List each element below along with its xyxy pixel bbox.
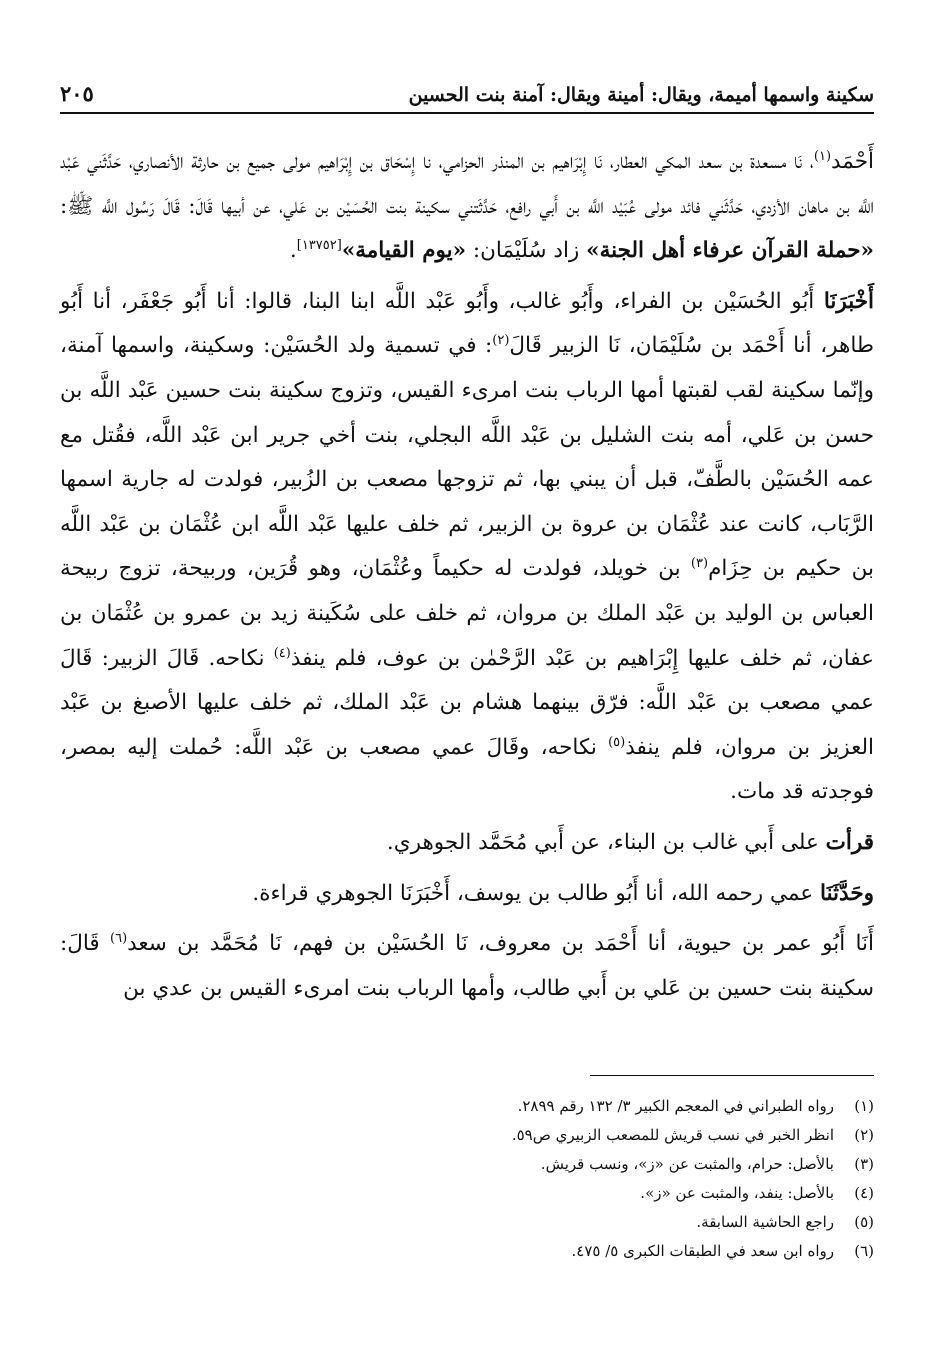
footnote-marker: (٤) xyxy=(273,645,291,661)
running-head: سكينة واسمها أميمة، ويقال: أمينة ويقال: آمنة بنت الحسين xyxy=(408,84,874,106)
footnote-number: (٥) xyxy=(854,1213,874,1231)
footnote-text: بالأصل: حرام، والمثبت عن «ز»، ونسب قريش. xyxy=(540,1155,834,1173)
footnote-text: بالأصل: ينفد، والمثبت عن «ز». xyxy=(640,1184,834,1202)
text-run: أَبُو الحُسَيْن بن الفراء، وأَبُو غالب، وأَبُو عَبْد اللَّه ابنا البنا، قالوا: أنا أَبُو جَعْفَر، أنا أَبُو طاهر، أنا أَحْمَد بن سُلَيْمَان، نَا الزبير قَالَ xyxy=(60,288,874,359)
text-run: أَنَا أَبُو عمر بن حيوية، أنا أَحْمَد بن معروف، نَا الحُسَيْن بن فهم، نَا مُحَمَّد بن سعد xyxy=(127,931,874,957)
footnote-number: (٦) xyxy=(854,1242,874,1260)
footnote xyxy=(60,1150,874,1179)
text-run: على أَبي غالب بن البناء، عن أَبي مُحَمَّد الجوهري. xyxy=(386,829,826,855)
footnote-text: راجع الحاشية السابقة. xyxy=(696,1213,834,1231)
footnote xyxy=(60,1121,874,1150)
paragraph xyxy=(60,922,874,1011)
footnote xyxy=(60,1092,874,1121)
footnote xyxy=(60,1208,874,1237)
text-run: : في تسمية ولد الحُسَيْن: وسكينة، واسمها آمنة، وإنّما سكينة لقب لقبتها أمها الرباب بنت امرىء القيس، وتزوج سكينة بنت حسين عَبْد اللَّه بن حسن بن عَلي، أمه بنت الشليل بن عَبْد اللَّه البجلي، بنت أخي جرير ابن عَبْد اللَّه، فقُتل مع عمه الحُسَيْن بالطَّفّ، قبل أن يبني بها، ثم تزوجها مصعب بن الزُبير، فولدت له جارية اسمها الرَّبَاب، كانت عند عُثْمَان بن عروة بن الزبير، ثم خلف عليها عَبْد اللَّه ابن عُثْمَان بن عَبْد اللَّه بن حكيم بن حِزَام xyxy=(60,333,874,582)
main-text xyxy=(60,140,874,1017)
text-run: ، نَا مسعدة بن سعد المكي العطار، نَا إِبْرَاهيم بن المنذر الحزامي، نا إِسْحَاق بن إِبْرَاهيم مولى جميع بن حارثة الأنصاري، حَدَّثَني عَبْد اللَّه بن ماهان الأزدي، حَدَّثَني فائد مولى عُبَيْد اللَّه بن أَبي رافع، حَدَّثَتني سكينة بنت الحُسَيْن بن عَلي، عن أبيها قَالَ: قَالَ رَسُول اللَّه ﷺ: xyxy=(60,149,874,219)
text-run: نكاحه. قَالَ الزبير: قَالَ عمي مصعب بن عَبْد اللَّه: فرّق بينهما هشام بن عَبْد الملك، ثم خلف عليها الأصبغ بن عَبْد العزيز بن مروان، فلم ينفذ xyxy=(60,645,875,760)
footnote-marker: (٢) xyxy=(492,333,510,349)
footnote-marker: (٣) xyxy=(690,556,709,572)
footnote-number: (٣) xyxy=(854,1155,874,1173)
footnote-separator xyxy=(590,1075,874,1076)
footnote-marker: (٦) xyxy=(110,930,128,946)
text-run: قَالَ: سكينة بنت حسين بن عَلي بن أَبي طالب، وأمها الرباب بنت امرىء القيس بن عدي بن xyxy=(60,931,874,1001)
footnote-number: (٤) xyxy=(854,1184,874,1202)
footnote-marker: (٥) xyxy=(608,734,626,750)
footnote-text: انظر الخبر في نسب قريش للمصعب الزبيري ص٥٩. xyxy=(511,1126,834,1144)
page-header xyxy=(60,70,874,114)
footnote-marker: (١) xyxy=(813,148,832,164)
footnote-text: رواه الطبراني في المعجم الكبير ٣/ ١٣٢ رقم ٢٨٩٩. xyxy=(517,1097,834,1115)
footnote-number: (٢) xyxy=(854,1126,874,1144)
text-run: . xyxy=(289,238,297,264)
footnotes xyxy=(60,1092,874,1266)
footnote-number: (١) xyxy=(854,1097,874,1115)
paragraph-lead-word: قرأت xyxy=(825,829,874,855)
paragraph xyxy=(60,280,874,815)
text-run: زاد سُلَيْمَان: xyxy=(466,238,587,264)
text-run: بن خويلد، فولدت له حكيماً وعُثْمَان، وهو قُرَين، وربيحة، تزوج ربيحة العباس بن الوليد بن عَبْد الملك بن مروان، ثم خلف على سُكَينة زيد بن عمرو بن عُثْمَان بن عفان، ثم خلف عليها إِبْرَاهيم بن عَبْد الرَّحْمٰن بن عوف، فلم ينفذ xyxy=(60,556,875,671)
text-run: أَحْمَد xyxy=(831,149,874,174)
paragraph xyxy=(60,140,874,274)
footnote xyxy=(60,1179,874,1208)
paragraph xyxy=(60,821,874,866)
footnote-text: رواه ابن سعد في الطبقات الكبرى ٥/ ٤٧٥. xyxy=(571,1242,834,1260)
paragraph xyxy=(60,872,874,917)
text-run: نكاحه، وقَالَ عمي مصعب بن عَبْد اللَّه: حُملت إليه بمصر، فوجدته قد مات. xyxy=(60,734,874,805)
footnote xyxy=(60,1237,874,1266)
text-run: عمي رحمه الله، أنا أَبُو طالب بن يوسف، أَخْبَرَنَا الجوهري قراءة. xyxy=(252,880,821,906)
footnote-marker: [١٣٧٥٢] xyxy=(296,238,342,254)
paragraph-lead-word: وحَدَّثَنَا xyxy=(820,880,874,906)
hadith-quote: «يوم القيامة» xyxy=(341,238,467,264)
hadith-quote: «حملة القرآن عرفاء أهل الجنة» xyxy=(586,238,874,264)
page-number: ٢٠٥ xyxy=(60,81,94,106)
paragraph-lead-word: أَخْبَرَنَا xyxy=(823,288,874,314)
